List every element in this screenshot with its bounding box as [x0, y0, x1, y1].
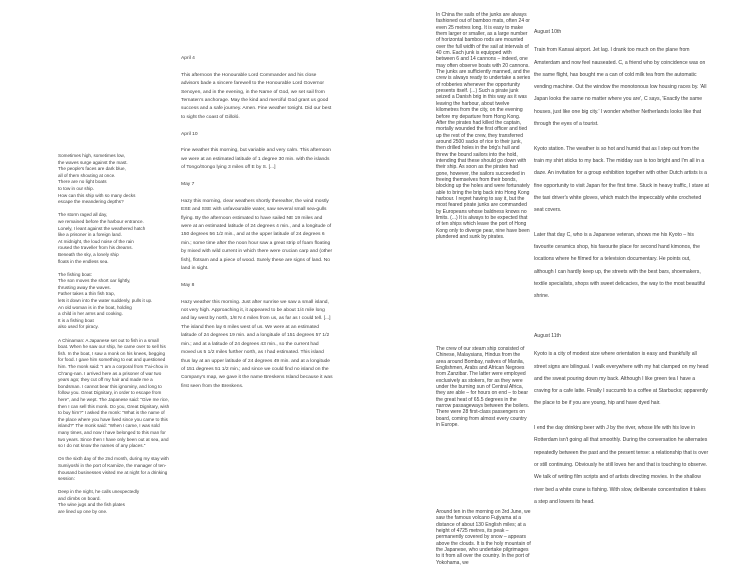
diary-entry-august-10 — [534, 26, 709, 303]
poem-line: are lined up one by one. — [58, 509, 108, 515]
poem-line: a child in her arms and cooking. — [58, 311, 123, 317]
chinaman-story: A Chinaman: A Japanese set out to fish in a small boat. When he saw our ship, he came over to sell his fish. In the boat, I saw a monk on his knees, begging for food. I gave him something to eat and questioned him. The monk said: "I am a corporal from T'ai-chou in Ch'ang-nan. I arrived here as a prisoner of war two years ago; they cut off my hair and made me a bondsman. I cannot bear this ignominy, and long to follow you. Great Dignitary, in order to escape from here", and he wept. The Japanese said: "Give me rice, then I can sell this monk. Do you, Great Dignitary, wish to buy him?" I asked the monk: "What is the name of the place where you have lived since you came to this island?" The monk said: "When I came, I was sold many times, and now I have belonged to this man for two years. Since then I have only been out at sea, and so I do not know the names of any places." — [58, 337, 170, 449]
poem-line: At midnight, the loud noise of the rain — [58, 238, 134, 244]
diary-date: August 11th — [534, 333, 561, 339]
log-entry: Fine weather this morning, but variable and very calm. This afternoon we were at an estimated latitude of 1 degree 30 min. with the islands of Tongo/Songo lying 3 miles off E by S. [...] — [181, 148, 331, 171]
fuji-paragraph: Around ten in the morning on 3rd June, we saw the famous volcano Fujiyama at a distance of about 130 English miles; at a height of 4725 metres, its peak – permanently covered by snow – appears above the clouds. It is the holy mountain of the Japanese, who undertake pilgrimages to it from all over the country. In the port of Yokohama, we — [436, 509, 531, 566]
log-entry: Hazy this morning, clear weathers shortly thereafter, the wind mostly ESE and SSE with unfavourable water, saw several small sea-gulls flying. By the afternoon estimated to have sailed NE 19 miles and were at an estimated latitude of 24 degrees 4 min., and a longitude of 150 degrees 56 1/2 min., and at the upper latitude of 24 degrees 6 min.; some time after the noon hour saw a great strip of foam floating by mixed with wild current in which there were crucian carp and (other fish), flotsam and a piece of wood. Surely these are signs of land. No land in sight. — [181, 198, 333, 272]
poem-line: Sometimes high, sometimes low, — [58, 153, 125, 158]
poem-line: The son moves the short oar lightly, — [58, 278, 131, 284]
poem-line: The storm raged all day, — [58, 212, 108, 218]
poem-line: Deep in the night, he calls unexpectedly — [58, 489, 140, 495]
closing-poem — [58, 489, 170, 515]
log-entry: Hazy weather this morning. Just after sunrise we saw a small island, not very high. Approaching it, it appeared to be about 1/4 mile long and lay west by north, 1/8 N 4 miles from us, as far as I could tell. [...] The island then lay 6 miles west of us. We were at an estimated latitude of 24 degrees 19 min. and a longitude of 151 degrees 57 1/2 min.; and at a latitude of 24 degrees 43 min., so the current had moved us 5 1/2 miles further north, as I had estimated. This island thus lay at an upper latitude of 24 degrees 49 min. and at a longitude of 151 degrees 51 1/2 min.; and since we could find no island on the Company's map, we gave it the name Breskens Island because it was first seen from the Breskens. — [181, 299, 333, 389]
log-date: April 10 — [181, 131, 198, 137]
poem-line: escape the meandering depths? — [58, 199, 124, 205]
poem-line: An old woman is in the boat, holding — [58, 304, 132, 310]
poem-line: lets it down into the water suddenly, pulls it up. — [58, 298, 153, 304]
poem-line: There are no light boats — [58, 179, 107, 185]
diary-date: August 10th — [534, 29, 562, 35]
poem-line: thrusting away the waves. — [58, 284, 111, 290]
poem-line: like a prisoner in a foreign land. — [58, 232, 122, 238]
poem-line: The fishing boat: — [58, 271, 92, 277]
fishing-boat-poem — [58, 272, 170, 331]
sixth-day-paragraph: On the sixth day of the 2nd month, during my stay with Sumiyoshi in the port of Kamiize, the manager of ten-thousand businesses visited me at night for a drinking session: — [58, 456, 169, 482]
log-date: May 8 — [181, 282, 195, 288]
poem-line: roused the traveller from his dreams. — [58, 245, 133, 251]
diary-paragraph: I end the day drinking beer with J by the river, whose life with his love in Rotterdam isn't going all that smoothly. During the conversation he alternates repeatedly between the past and the present tense: a relationship that is over or still continuing. Obviously he still loves her and that is touching to observe. We talk of writing film scripts and of artists directing movies. In the shallow river bed a white crane is fishing. With slow, deliberate concentration it takes a step and lowers its head. — [534, 425, 709, 505]
poem-line: and climbs on board. — [58, 495, 101, 501]
poem-line: to tow in our ship. — [58, 185, 95, 191]
log-date: May 7 — [181, 182, 195, 188]
poems-column — [58, 153, 170, 516]
poem-line: How can this ship with so many decks — [58, 192, 136, 198]
crew-paragraph: The crew of our steam ship consisted of Chinese, Malaysians, Hindus from the area around Bombay, natives of Manila, Englishmen, Arabs and African Negroes from Zanzibar. The latter were employed exclusively as stokers, for as they were under the burning sun of Central Africa, they are able – for hours on end – to bear the great heat of 65.5 degrees in the narrow passageways between the boilers. There were 28 first-class passengers on board, coming from almost every country in Europe. — [436, 346, 530, 429]
diary-paragraph: Kyoto station. The weather is so hot and humid that as I step out from the train my shirt sticks to my back. The midday sun is too bright and I'm all in a daze. An invitation for a group exhibition together with other Dutch artists is a fine opportunity to visit Japan for the first time. Stuck in heavy traffic, I stare at the taxi driver's white gloves, which match the impeccably white crocheted seat covers. — [534, 145, 709, 214]
poem-line: also used for piracy. — [58, 324, 99, 330]
poem-line: all of them shouting at once. — [58, 172, 116, 178]
poem-line: floats in the endless sea. — [58, 258, 109, 264]
poem-line: we remained before the harbour entrance. — [58, 218, 144, 224]
poem-line: It is a fishing boat — [58, 317, 94, 323]
poem-line: the waves surge against the mast. — [58, 159, 128, 165]
storm-poem — [58, 212, 170, 265]
diary-entry-august-11 — [534, 330, 709, 508]
poem-line: Lonely, I leant against the weathered hatch — [58, 225, 146, 231]
ship-log-column — [181, 55, 333, 400]
diary-paragraph: Kyoto is a city of modest size where orientation is easy and thankfully all street signs are bilingual. I walk everywhere with my hat clamped on my head and the sweat pouring down my back. Although I like green tea I have a craving for a cafe latte. Finally I succumb to a coffee at Starbucks; apparently the place to be if you are young, hip and have dyed hair. — [534, 351, 709, 407]
log-entry: This afternoon the Honourable Lord Commander and his close advisors bade a sincere farewell to the Honourable Lord Governor Senoyen, and in the evening, in the Name of God, we set sail from Ternaten's anchorage. May the kind and merciful God grant us good success and a safe journey. Amen. Fine weather tonight. Did our best to sight the coast of Gilloló. — [181, 72, 332, 120]
poem-line: The wine jugs and the fish plates — [58, 502, 125, 508]
poem-line: The people's faces are dark blue, — [58, 166, 126, 172]
waves-poem — [58, 153, 170, 206]
log-date: April 4 — [181, 56, 195, 61]
poem-line: Beneath the sky, a lonely ship — [58, 251, 119, 257]
poem-line: Father takes a thin fish trap, — [58, 291, 115, 297]
diary-paragraph: Train from Kansai airport. Jet lag. I drank too much on the plane from Amsterdam and now feel nauseated. C, a friend who by coincidence was on the same flight, has bought me a can of cold milk tea from the automatic vending machine. Out the window the monotonous low housing races by. 'All Japan looks the same no matter where you are', C says, 'Exactly the same houses, just like one big city.' I wonder whether Netherlands looks like that through the eyes of a tourist. — [534, 47, 707, 128]
diary-paragraph: Later that day C, who is a Japanese veteran, shows me his Kyoto – his favourite ceramics shop, his favourite place for second hand kimonos, the locations where he filmed for a television documentary. He points out, although I can hardly keep up, the streets with the best bars, shoemakers, textile specialists, shops with sweet delicacies, the way to the most beautiful shrine. — [534, 231, 706, 300]
junks-paragraph: In China the sails of the junks are always fashioned out of bamboo mats, often 24 or even 25 metres long. It is easy to make them larger or smaller, as a large number of horizontal bamboo rods are mounted over the full width of the sail at intervals of 40 cm. Each junk is equipped with between 6 and 14 cannons – indeed, one may often observe boats with 20 cannons. The junks are sufficiently manned, and the crew is always ready to undertake a series of robberies whenever the opportunity presents itself. (...) Such a pirate junk seized a Danish brig in this way as it was leaving the harbour, about twelve kilometres from the city, on the evening before my departure from Hong Kong. After the pirates had killed the captain, mortally wounded the first officer and tied up the rest of the crew, they transferred around 2500 sacks of rice to their junk, then drilled holes in the brig's hull and threw the bound sailors into the hold, intending that these should go down with their ship. As soon as the pirates had gone, however, the sailors succeeded in freeing themselves from their bonds, blocking up the holes and were fortunately able to bring the brig back into Hong Kong harbour. I regret having to say it, but the most feared pirate junks are commanded by Europeans whose baldness knows no limits. (...) It is always to be expected that of ten ships which leave the port of Hong Kong only to diverge pear, nine have been plundered and sunk by pirates. — [436, 12, 531, 241]
